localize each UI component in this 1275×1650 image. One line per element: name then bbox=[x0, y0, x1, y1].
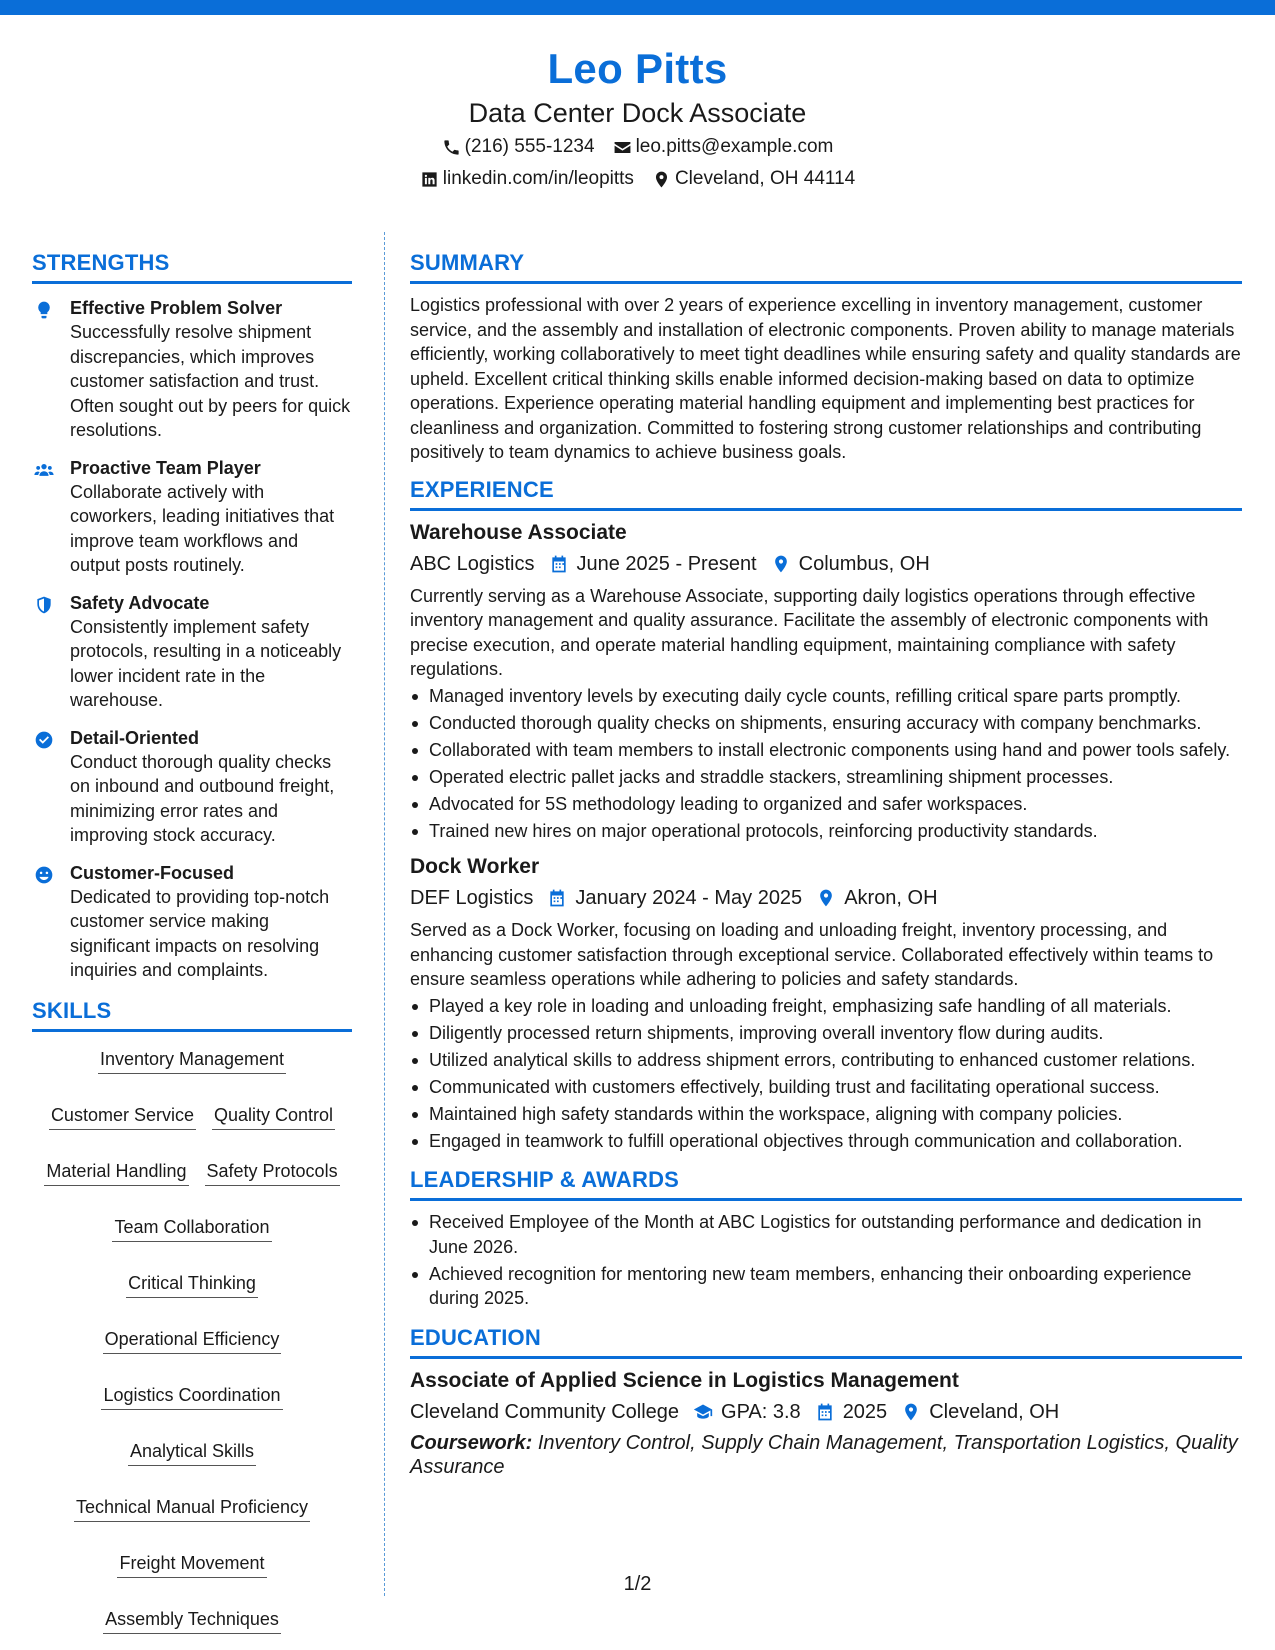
email-text[interactable]: leo.pitts@example.com bbox=[635, 136, 834, 157]
calendar-icon bbox=[549, 554, 569, 574]
graduation-cap-icon bbox=[693, 1402, 713, 1422]
strength-desc: Successfully resolve shipment discrepancies, which improves customer satisfaction and trust. Often sought out by peers for quick resolutions. bbox=[70, 322, 351, 440]
skill-tag: Assembly Techniques bbox=[103, 1606, 281, 1634]
strength-title: Safety Advocate bbox=[70, 592, 210, 613]
job-description: Currently serving as a Warehouse Associate, supporting daily logistics operations through effective inventory management and quality assurance. Facilitate the assembly of electronic components with precise execution, and operate material handling equipment, maintaining compliance with safety regulations. bbox=[410, 585, 1209, 679]
job-meta bbox=[410, 883, 1242, 913]
candidate-name: Leo Pitts bbox=[547, 45, 728, 92]
calendar-icon bbox=[815, 1402, 835, 1422]
skill-tag: Operational Efficiency bbox=[103, 1326, 282, 1354]
map-pin-icon bbox=[901, 1402, 921, 1422]
list-item: Utilized analytical skills to address shipment errors, contributing to enhanced customer relations. bbox=[410, 1048, 1242, 1073]
strength-desc: Conduct thorough quality checks on inbound and outbound freight, minimizing error rates and improving stock accuracy. bbox=[70, 751, 335, 845]
linkedin-icon bbox=[420, 170, 439, 189]
top-accent-bar bbox=[0, 0, 1275, 15]
list-item: Played a key role in loading and unloading freight, emphasizing safe handling of all materials. bbox=[410, 994, 1242, 1019]
shield-icon bbox=[34, 595, 54, 615]
strength-item bbox=[32, 726, 352, 848]
strength-item bbox=[32, 296, 352, 443]
skill-tag: Customer Service bbox=[49, 1102, 196, 1130]
right-column bbox=[410, 248, 1242, 1479]
smile-icon bbox=[34, 865, 54, 885]
location-text: Cleveland, OH 44114 bbox=[674, 168, 856, 189]
skill-tag: Quality Control bbox=[212, 1102, 335, 1130]
map-pin-icon bbox=[771, 554, 791, 574]
skills-heading: SKILLS bbox=[32, 996, 352, 1032]
experience-heading: EXPERIENCE bbox=[410, 475, 1242, 511]
job-meta bbox=[410, 549, 1242, 579]
education-meta bbox=[410, 1397, 1242, 1427]
list-item: Communicated with customers effectively, building trust and facilitating operational success. bbox=[410, 1075, 1242, 1100]
job-location: Columbus, OH bbox=[798, 552, 930, 575]
strength-title: Detail-Oriented bbox=[70, 727, 200, 748]
skill-tag: Inventory Management bbox=[98, 1046, 286, 1074]
strength-desc: Consistently implement safety protocols, resulting in a noticeably lower incident rate in the warehouse. bbox=[70, 616, 342, 710]
coursework-label: Coursework: bbox=[410, 1431, 533, 1454]
strengths-list bbox=[32, 296, 352, 983]
strength-item bbox=[32, 591, 352, 713]
job-bullets bbox=[410, 994, 1242, 1154]
job-company: DEF Logistics bbox=[410, 887, 534, 909]
check-circle-icon bbox=[34, 730, 54, 750]
linkedin-contact[interactable] bbox=[420, 164, 634, 194]
job-description: Served as a Dock Worker, focusing on loading and unloading freight, inventory processing, and enhancing customer satisfaction through exceptional service. Collaborated effectively within teams to ensure seamless operations while adhering to policies and safety standards. bbox=[410, 920, 1214, 989]
list-item: Managed inventory levels by executing daily cycle counts, refilling critical spare parts promptly. bbox=[410, 684, 1242, 709]
list-item: Achieved recognition for mentoring new team members, enhancing their onboarding experience during 2025. bbox=[410, 1262, 1242, 1311]
job-entry bbox=[410, 853, 1242, 1153]
candidate-title: Data Center Dock Associate bbox=[468, 98, 807, 128]
phone-contact bbox=[442, 132, 595, 162]
strength-title: Customer-Focused bbox=[70, 862, 235, 883]
education-degree: Associate of Applied Science in Logistics Management bbox=[410, 1368, 959, 1392]
summary-heading: SUMMARY bbox=[410, 248, 1242, 284]
job-company: ABC Logistics bbox=[410, 552, 535, 575]
list-item: Operated electric pallet jacks and straddle stackers, streamlining shipment processes. bbox=[410, 765, 1242, 790]
skill-tag: Analytical Skills bbox=[128, 1438, 256, 1466]
list-item: Trained new hires on major operational protocols, reinforcing productivity standards. bbox=[410, 819, 1242, 844]
education-school: Cleveland Community College bbox=[410, 1400, 680, 1423]
location-contact bbox=[652, 164, 855, 194]
strength-desc: Collaborate actively with coworkers, leading initiatives that improve team workflows and output posts routinely. bbox=[70, 481, 335, 575]
phone-icon bbox=[442, 138, 461, 157]
left-column bbox=[32, 248, 352, 1634]
strength-title: Proactive Team Player bbox=[70, 457, 261, 478]
strength-item bbox=[32, 861, 352, 983]
job-bullets bbox=[410, 684, 1242, 844]
awards-heading: LEADERSHIP & AWARDS bbox=[410, 1165, 1242, 1201]
users-icon bbox=[34, 460, 54, 480]
list-item: Received Employee of the Month at ABC Logistics for outstanding performance and dedication in June 2026. bbox=[410, 1210, 1242, 1259]
list-item: Diligently processed return shipments, improving overall inventory flow during audits. bbox=[410, 1021, 1242, 1046]
list-item: Advocated for 5S methodology leading to organized and safer workspaces. bbox=[410, 792, 1242, 817]
contact-row-2 bbox=[0, 164, 1275, 194]
education-location: Cleveland, OH bbox=[929, 1400, 1060, 1423]
skill-tag: Critical Thinking bbox=[126, 1270, 258, 1298]
list-item: Engaged in teamwork to fulfill operational objectives through communication and collaboration. bbox=[410, 1129, 1242, 1154]
coursework-text: Inventory Control, Supply Chain Management, Transportation Logistics, Quality Assurance bbox=[410, 1431, 1238, 1478]
email-contact[interactable] bbox=[613, 132, 834, 162]
skill-tag: Team Collaboration bbox=[112, 1214, 271, 1242]
job-location: Akron, OH bbox=[844, 887, 938, 909]
skill-tag: Material Handling bbox=[44, 1158, 188, 1186]
column-divider bbox=[384, 232, 385, 1596]
map-pin-icon bbox=[652, 170, 671, 189]
job-dates: January 2024 - May 2025 bbox=[575, 887, 803, 909]
envelope-icon bbox=[613, 138, 632, 157]
lightbulb-icon bbox=[34, 300, 54, 320]
resume-header bbox=[0, 44, 1275, 194]
list-item: Collaborated with team members to install electronic components using hand and power tools safely. bbox=[410, 738, 1242, 763]
awards-list bbox=[410, 1210, 1242, 1311]
strength-desc: Dedicated to providing top-notch customer service making significant impacts on resolving inquiries and complaints. bbox=[70, 886, 330, 980]
linkedin-text[interactable]: linkedin.com/in/leopitts bbox=[442, 168, 634, 189]
education-gpa: GPA: 3.8 bbox=[721, 1400, 801, 1423]
strength-item bbox=[32, 456, 352, 578]
job-dates: June 2025 - Present bbox=[576, 552, 757, 575]
skills-list bbox=[32, 1046, 352, 1634]
list-item: Conducted thorough quality checks on shipments, ensuring accuracy with company benchmarks. bbox=[410, 711, 1242, 736]
skill-tag: Technical Manual Proficiency bbox=[74, 1494, 310, 1522]
summary-text: Logistics professional with over 2 years of experience excelling in inventory management, customer service, and the assembly and installation of electronic components. Proven ability to manage materials efficiently, working collaboratively to meet tight deadlines while ensuring safety and quality standards are upheld. Excellent critical thinking skills enable informed decision-making based on data to optimize operations. Experience operating material handling equipment and implementing best practices for cleanliness and organization. Committed to fostering strong customer relationships and contributing positively to team dynamics to achieve business goals. bbox=[410, 295, 1241, 462]
list-item: Maintained high safety standards within the workspace, aligning with company policies. bbox=[410, 1102, 1242, 1127]
map-pin-icon bbox=[816, 888, 836, 908]
job-role: Dock Worker bbox=[410, 855, 540, 878]
phone-text: (216) 555-1234 bbox=[464, 136, 595, 157]
education-year: 2025 bbox=[842, 1400, 888, 1423]
strength-title: Effective Problem Solver bbox=[70, 298, 283, 318]
skill-tag: Safety Protocols bbox=[205, 1158, 340, 1186]
page-number: 1/2 bbox=[623, 1573, 652, 1595]
coursework bbox=[410, 1431, 1242, 1479]
skill-tag: Freight Movement bbox=[117, 1550, 266, 1578]
job-role: Warehouse Associate bbox=[410, 520, 627, 544]
job-entry bbox=[410, 519, 1242, 844]
skill-tag: Logistics Coordination bbox=[101, 1382, 282, 1410]
strengths-heading: STRENGTHS bbox=[32, 248, 352, 284]
calendar-icon bbox=[547, 888, 567, 908]
contact-row-1 bbox=[0, 132, 1275, 162]
education-heading: EDUCATION bbox=[410, 1323, 1242, 1359]
